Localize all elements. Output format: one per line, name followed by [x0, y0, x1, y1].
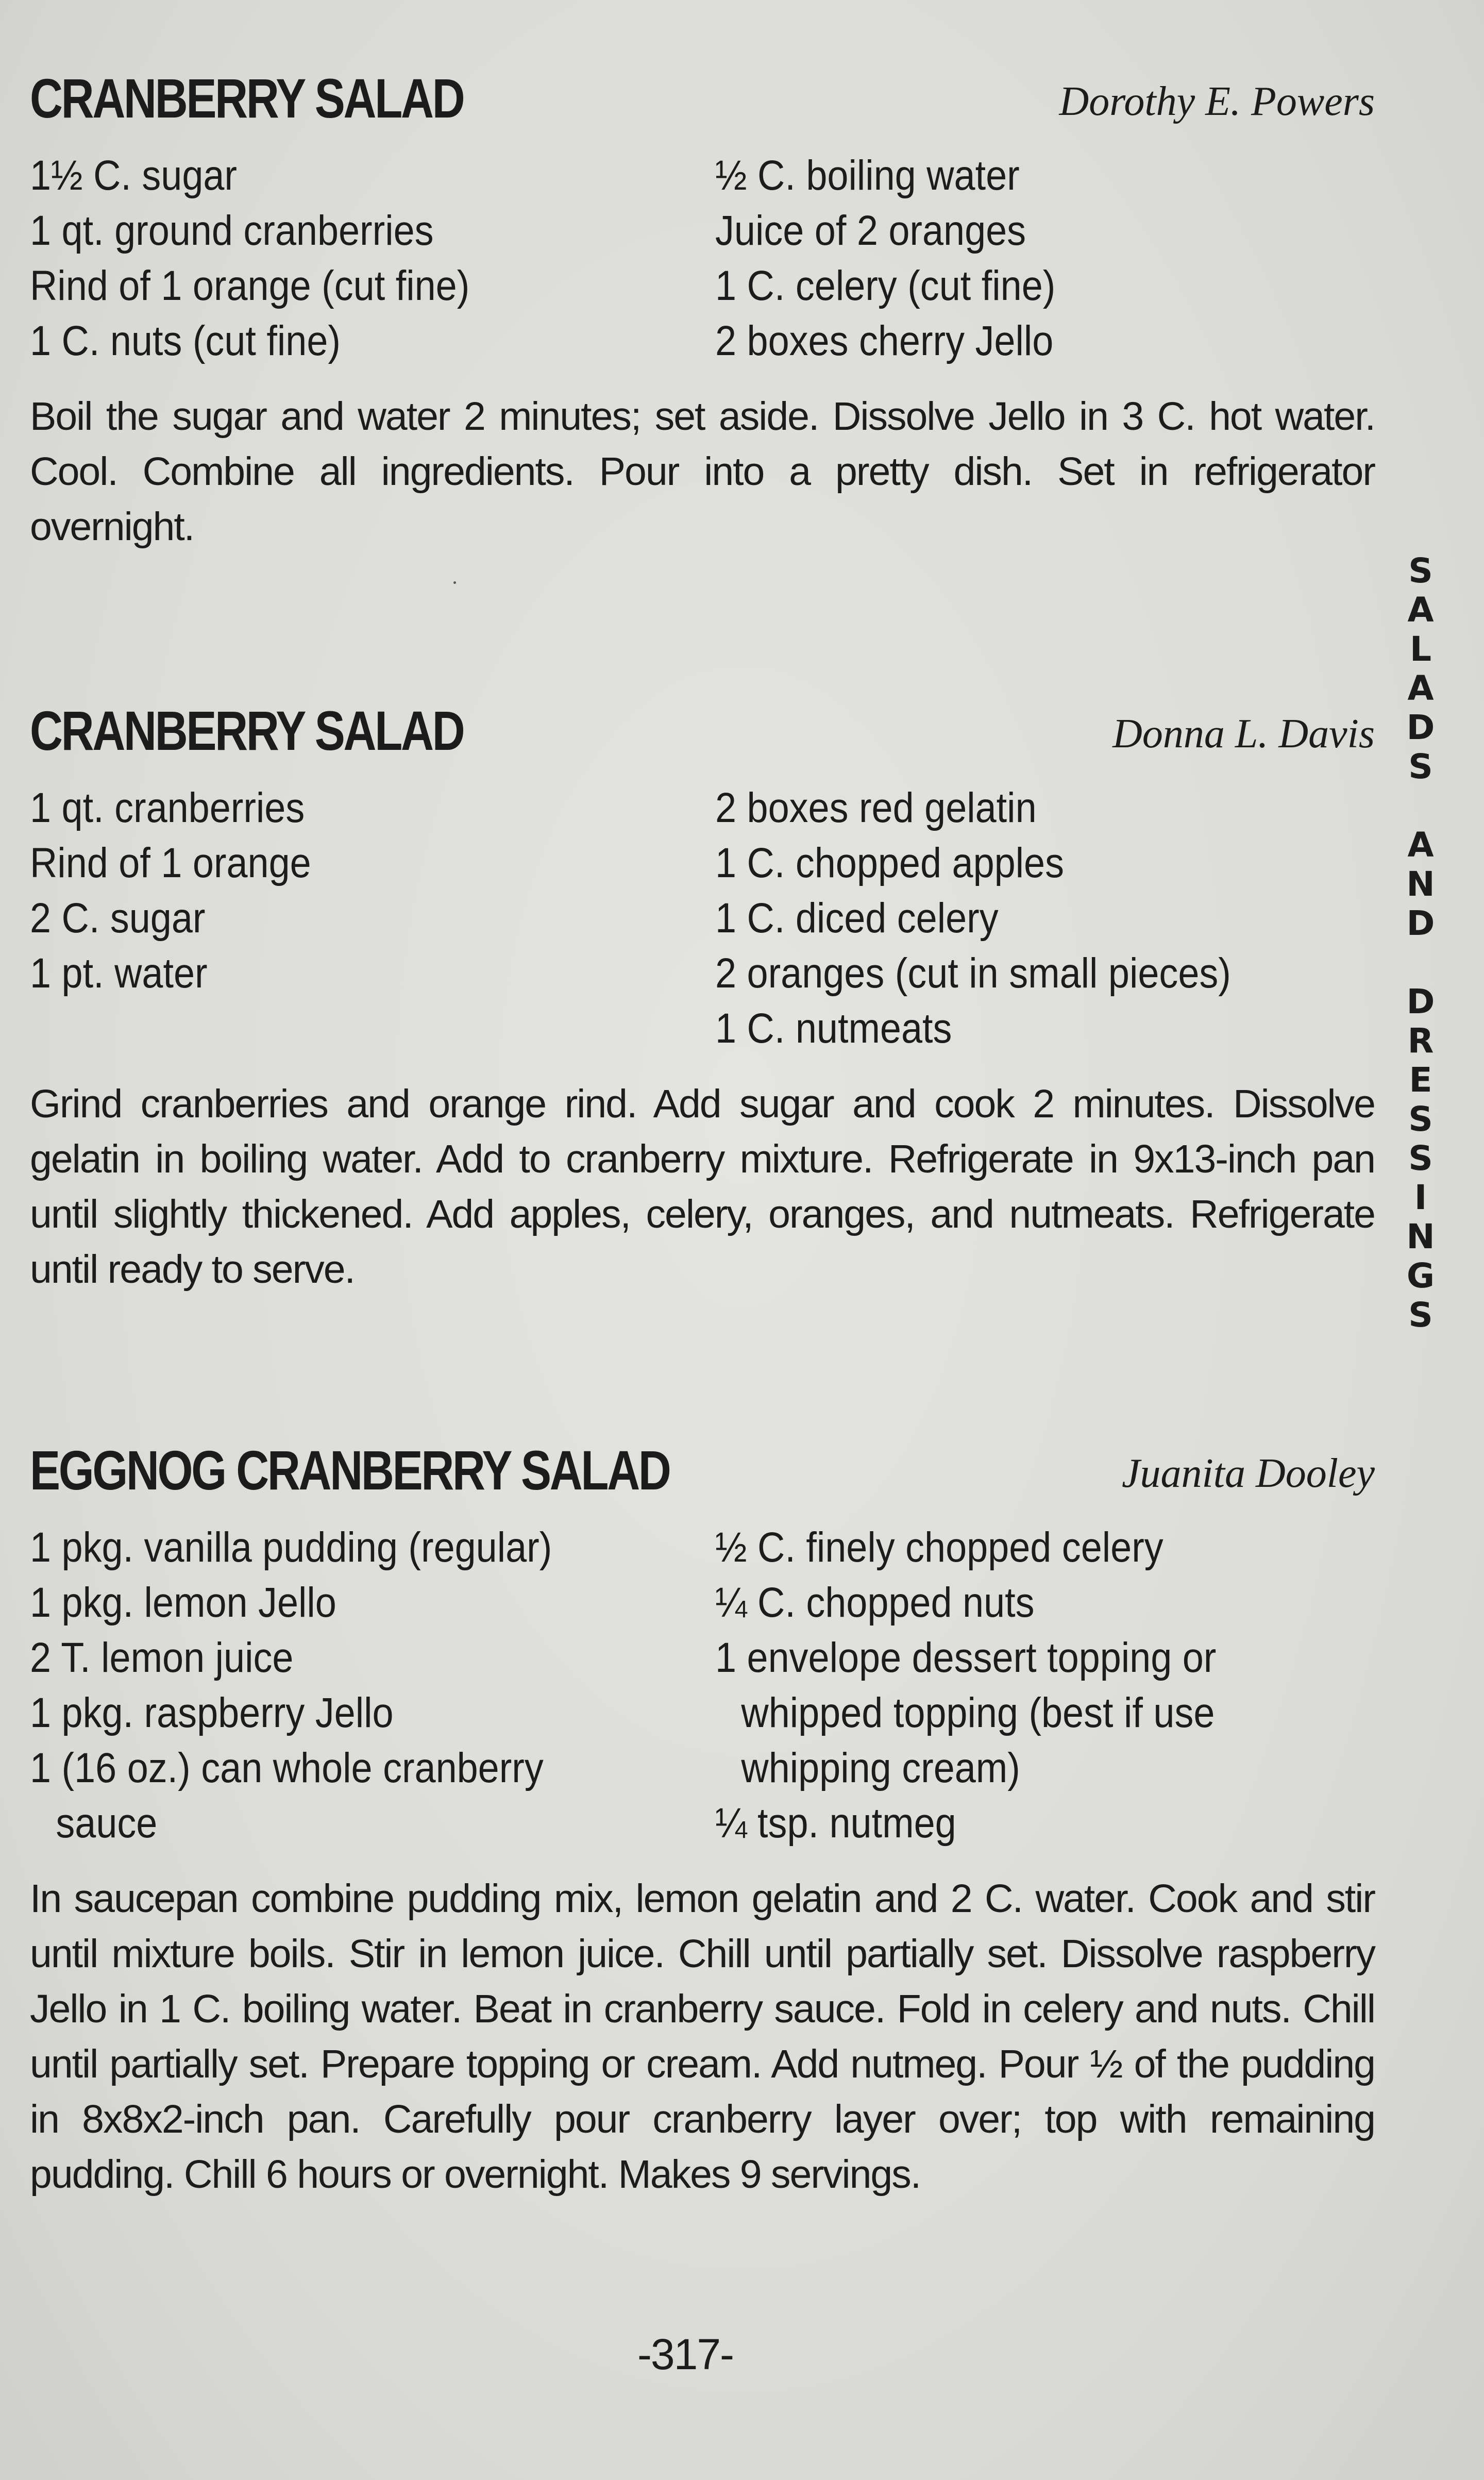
ingredient-continuation: whipping cream)	[741, 1745, 1020, 1791]
side-tab-letter: L	[1409, 629, 1432, 669]
recipe-header	[30, 1421, 1375, 1501]
print-speck	[453, 581, 456, 584]
ingredient: 1 qt. cranberries	[30, 784, 305, 831]
recipe-author: Dorothy E. Powers	[1059, 79, 1375, 124]
side-tab-letter: S	[1408, 1138, 1433, 1178]
side-tab-letter: N	[1406, 1217, 1435, 1256]
ingredient: 2 T. lemon juice	[30, 1634, 294, 1681]
ingredient-continuation: sauce	[56, 1800, 158, 1847]
recipe-author: Juanita Dooley	[1122, 1451, 1375, 1496]
recipes-column	[30, 49, 1375, 2202]
ingredient: 1 pkg. lemon Jello	[30, 1579, 336, 1626]
ingredient: ¼ C. chopped nuts	[715, 1579, 1035, 1626]
ingredient: Juice of 2 oranges	[715, 207, 1026, 254]
side-tab-letter: N	[1406, 864, 1435, 904]
recipe-directions: Boil the sugar and water 2 minutes; set aside. Dissolve Jello in 3 C. hot water. Cool. Combine all ingredients. Pour into a pretty dish. Set in refrigerator overnight.	[30, 394, 1375, 549]
ingredient: Rind of 1 orange (cut fine)	[30, 262, 470, 309]
ingredient: 2 boxes red gelatin	[715, 784, 1037, 831]
ingredient: Rind of 1 orange	[30, 840, 311, 886]
ingredient: 1 C. chopped apples	[715, 840, 1064, 886]
ingredient: 2 oranges (cut in small pieces)	[715, 950, 1231, 997]
side-tab-letter: G	[1406, 1256, 1435, 1296]
recipe-cranberry-salad-powers	[30, 49, 1375, 555]
side-tab-letter: S	[1408, 551, 1433, 591]
side-tab-letter: D	[1406, 708, 1435, 747]
recipe-author: Donna L. Davis	[1112, 711, 1375, 757]
recipe-header	[30, 49, 1375, 129]
side-tab-letter: S	[1408, 1295, 1433, 1335]
side-tab-letter: E	[1409, 1060, 1432, 1100]
recipe-eggnog-cranberry-salad	[30, 1421, 1375, 2202]
ingredient-continuation: whipped topping (best if use	[741, 1689, 1215, 1736]
ingredient: 1 qt. ground cranberries	[30, 207, 434, 254]
ingredient-column-right	[715, 1520, 1272, 1851]
side-tab-word	[1397, 551, 1444, 786]
ingredient: 2 boxes cherry Jello	[715, 317, 1054, 364]
recipe-cranberry-salad-davis	[30, 681, 1375, 1297]
ingredient: 1½ C. sugar	[30, 152, 238, 199]
ingredient-list	[30, 1520, 1375, 1851]
side-tab-letter: S	[1408, 1099, 1433, 1139]
side-tab-letter: D	[1406, 903, 1435, 943]
side-tab-letter: S	[1408, 747, 1433, 786]
recipe-directions: In saucepan combine pudding mix, lemon gelatin and 2 C. water. Cook and stir until mixture boils. Stir in lemon juice. Chill until partially set. Dissolve raspberry Jello in 1 C. boiling water. Beat in cranberry sauce. Fold in celery and nuts. Chill until partially set. Prepare topping or cream. Add nutmeg. Pour ½ of the pudding in 8x8x2-inch pan. Carefully pour cranberry layer over; top with remaining pudding. Chill 6 hours or overnight. Makes 9 servings.	[30, 1876, 1375, 2197]
ingredient: 2 C. sugar	[30, 895, 206, 942]
side-tab-letter: A	[1407, 590, 1434, 630]
recipe-title: CRANBERRY SALAD	[30, 699, 464, 762]
ingredient: 1 C. diced celery	[715, 895, 999, 942]
ingredient: ¼ tsp. nutmeg	[715, 1800, 956, 1847]
recipe-title: CRANBERRY SALAD	[30, 67, 464, 129]
side-tab-letter: D	[1406, 982, 1435, 1021]
ingredient: 1 C. celery (cut fine)	[715, 262, 1056, 309]
ingredient: ½ C. boiling water	[715, 152, 1020, 199]
ingredient-list	[30, 780, 1375, 1056]
ingredient-column-left	[30, 148, 715, 368]
ingredient: 1 C. nuts (cut fine)	[30, 317, 341, 364]
recipe-header	[30, 681, 1375, 762]
ingredient: 1 pkg. vanilla pudding (regular)	[30, 1524, 552, 1571]
side-tab-letter: R	[1407, 1021, 1434, 1061]
ingredient: 1 pt. water	[30, 950, 208, 997]
ingredient: ½ C. finely chopped celery	[715, 1524, 1163, 1571]
ingredient-column-left	[30, 1520, 715, 1851]
recipe-title: EGGNOG CRANBERRY SALAD	[30, 1439, 670, 1501]
section-spacer	[30, 555, 1375, 681]
ingredient: 1 envelope dessert topping or	[715, 1634, 1217, 1681]
ingredient: 1 (16 oz.) can whole cranberry	[30, 1745, 544, 1791]
section-spacer	[30, 1297, 1375, 1421]
page-number: -317-	[637, 2330, 734, 2378]
recipe-directions: Grind cranberries and orange rind. Add sugar and cook 2 minutes. Dissolve gelatin in boiling water. Add to cranberry mixture. Refrigerate in 9x13-inch pan until slightly thickened. Add apples, celery, oranges, and nutmeats. Refrigerate until ready to serve.	[30, 1082, 1375, 1292]
ingredient-list	[30, 148, 1375, 368]
ingredient-column-right	[715, 780, 1288, 1056]
ingredient-column-right	[715, 148, 1093, 368]
side-tab-word	[1397, 826, 1444, 943]
side-tab-letter: I	[1414, 1178, 1427, 1217]
ingredient-column-left	[30, 780, 715, 1056]
section-side-tab	[1397, 551, 1444, 1374]
ingredient: 1 pkg. raspberry Jello	[30, 1689, 394, 1736]
side-tab-word	[1397, 982, 1444, 1335]
ingredient: 1 C. nutmeats	[715, 1005, 952, 1052]
side-tab-letter: A	[1407, 668, 1434, 708]
side-tab-letter: A	[1407, 825, 1434, 865]
